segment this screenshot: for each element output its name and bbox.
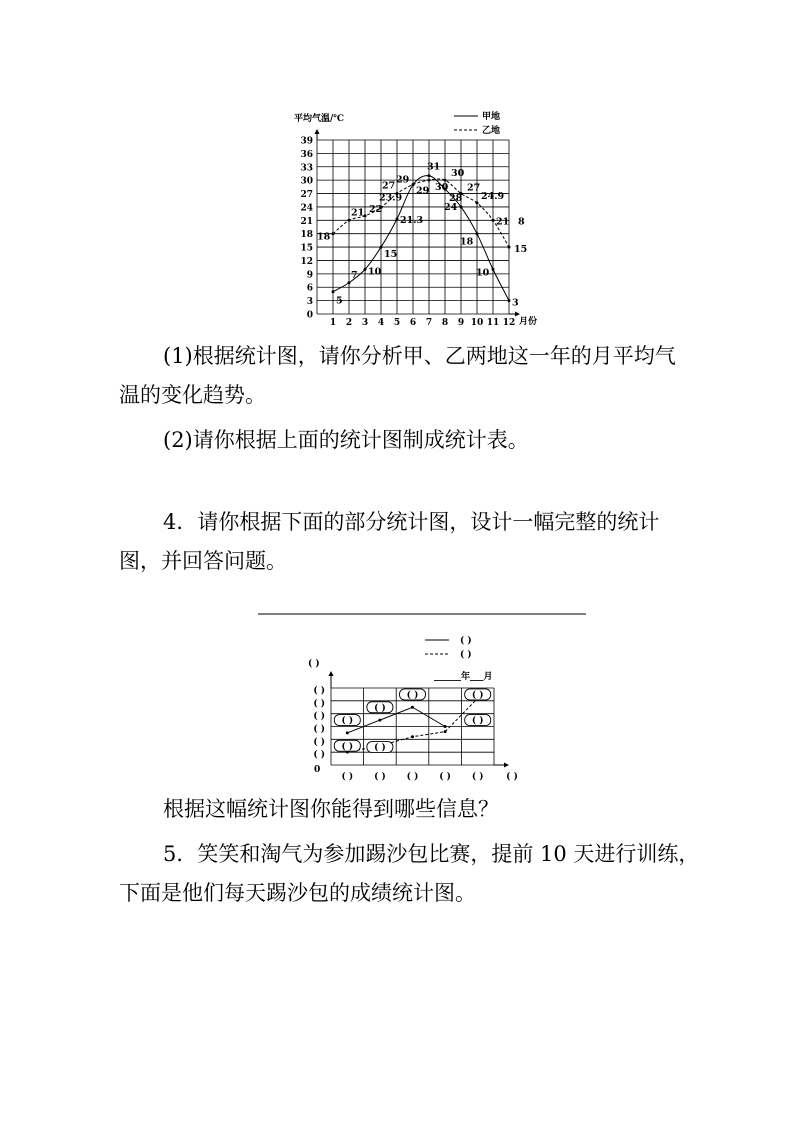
x-tick-blank: ( )	[506, 772, 518, 782]
extra-label: 8	[518, 216, 525, 228]
y-tick-blank: ( )	[313, 711, 325, 722]
series-jia-point	[380, 246, 383, 249]
series-point	[411, 735, 414, 738]
x-tick-label: 11	[486, 318, 500, 328]
data-label-jia: 29	[396, 174, 410, 186]
y-tick-blank: ( )	[313, 737, 325, 748]
x-tick-label: 10	[470, 318, 484, 328]
series-yi-point	[332, 232, 335, 235]
x-tick-blank: ( )	[341, 772, 354, 782]
data-label-yi: 30	[451, 168, 465, 180]
x-tick-label: 2	[345, 318, 353, 328]
data-label-yi: 18	[317, 231, 331, 243]
data-label-jia: 5	[336, 295, 343, 307]
x-tick-blank: ( )	[406, 772, 419, 782]
data-label-yi: 30	[435, 182, 449, 194]
y-tick-label: 12	[300, 256, 313, 267]
x-tick-label: 1	[329, 318, 337, 328]
x-tick-label: 5	[393, 318, 401, 328]
x-tick-label: 12	[502, 318, 516, 328]
question-5-line1: 5．笑笑和淘气为参加踢沙包比赛，提前 10 天进行训练，	[163, 842, 700, 866]
x-tick-blank: ( )	[471, 772, 484, 782]
y-tick-blank: ( )	[313, 724, 325, 735]
oval-blank-text: ( )	[374, 743, 386, 754]
question-3-1-line1: (1)根据统计图，请你分析甲、乙两地这一年的月平均气	[163, 344, 676, 368]
series-point	[411, 706, 414, 709]
oval-blank-text: ( )	[341, 716, 354, 727]
y-tick-label: 24	[300, 203, 313, 214]
y-tick-blank: ( )	[313, 750, 325, 761]
oval-blank-text: ( )	[471, 690, 484, 701]
y-unit-blank: ( )	[308, 659, 320, 669]
data-label-yi: 29	[416, 185, 430, 197]
series-point	[444, 730, 447, 733]
oval-blank-text: ( )	[471, 716, 484, 727]
x-tick-label: 7	[425, 318, 433, 328]
oval-blank-text: ( )	[341, 741, 354, 752]
series-point	[378, 719, 381, 722]
y-axis-label: 平均气温/℃	[294, 114, 345, 124]
question-4-after: 根据这幅统计图你能得到哪些信息？	[163, 797, 499, 821]
oval-blank-text: ( )	[406, 690, 419, 701]
y-tick-label: 15	[300, 243, 313, 254]
y-tick-label: 9	[306, 270, 313, 281]
legend-solid-label: 甲地	[482, 112, 501, 122]
series-jia-point	[492, 268, 495, 271]
data-label-yi: 21	[496, 216, 510, 228]
series-yi-point	[428, 179, 431, 182]
data-labels	[317, 162, 527, 309]
series-jia-point	[476, 232, 479, 235]
series-yi-point	[476, 201, 479, 204]
oval-blank-text: ( )	[374, 703, 386, 714]
series-jia-point	[396, 217, 399, 220]
series-jia-point	[508, 299, 511, 302]
data-label-jia: 3	[512, 297, 519, 309]
y-tick-label: 0	[306, 310, 313, 321]
data-label-jia: 28	[449, 193, 463, 205]
series-jia-point	[348, 281, 351, 284]
data-label-jia: 18	[460, 236, 474, 248]
x-tick-label: 9	[457, 318, 465, 328]
y-axis-arrowhead	[315, 129, 320, 134]
y-tick-label: 18	[300, 230, 313, 241]
y-tick-blank: ( )	[313, 686, 325, 696]
y-tick-label: 21	[300, 216, 313, 227]
data-label-jia: 21.3	[400, 214, 424, 226]
series-jia-point	[364, 268, 367, 271]
data-label-jia: 7	[351, 269, 358, 281]
legend-dashed-label: 乙地	[482, 126, 501, 136]
data-label-jia: 10	[476, 267, 490, 279]
data-label-jia: 10	[368, 266, 382, 278]
data-label-jia: 15	[384, 249, 398, 261]
data-label-yi: 21	[351, 207, 365, 219]
series-yi-point	[508, 246, 511, 249]
blank-line-chart	[250, 605, 595, 785]
y-tick-label: 30	[300, 176, 313, 187]
legend-solid-blank: ( )	[460, 636, 472, 646]
series-yi-point	[348, 219, 351, 222]
series-jia-point	[428, 174, 431, 177]
temperature-line-chart	[280, 105, 540, 330]
y-tick-label: 33	[300, 163, 313, 174]
x-tick-label: 6	[409, 318, 417, 328]
y-axis-arrowhead	[329, 671, 334, 676]
blank-lines	[334, 689, 490, 754]
question-4-line2: 图，并回答问题。	[119, 549, 287, 573]
series-yi-point	[412, 183, 415, 186]
legend-dashed-blank: ( )	[460, 650, 472, 660]
x-axis-arrowhead	[515, 312, 520, 317]
origin-label: 0	[314, 765, 321, 775]
question-5-line2: 下面是他们每天踢沙包的成绩统计图。	[119, 881, 476, 905]
y-tick-label: 6	[306, 283, 313, 294]
series-jia-point	[460, 205, 463, 208]
data-label-yi: 15	[514, 244, 528, 256]
x-axis-arrowhead	[504, 763, 509, 768]
x-axis-label: 月份	[519, 317, 538, 327]
question-3-1-line2: 温的变化趋势。	[119, 383, 266, 407]
x-tick-blank: ( )	[374, 772, 386, 782]
y-tick-label: 27	[300, 190, 313, 201]
x-tick-label: 3	[361, 318, 369, 328]
series-jia-point	[332, 290, 335, 293]
data-label-jia: 24	[444, 201, 458, 213]
series-point	[346, 731, 349, 734]
y-tick-blank: ( )	[313, 698, 325, 709]
question-4-line1: 4．请你根据下面的部分统计图，设计一幅完整的统计	[163, 510, 660, 534]
series-point	[444, 725, 447, 728]
data-label-yi: 22	[369, 203, 383, 215]
data-label-yi: 27	[467, 182, 481, 194]
data-label-jia: 31	[427, 161, 441, 173]
x-tick-label: 8	[441, 318, 449, 328]
question-3-2: (2)请你根据上面的统计图制成统计表。	[163, 428, 529, 452]
y-tick-label: 39	[300, 136, 313, 147]
series-yi-point	[492, 219, 495, 222]
y-tick-label: 3	[306, 297, 313, 308]
x-tick-label: 4	[377, 318, 385, 328]
data-label-yi: 27	[382, 180, 396, 192]
x-tick-blank: ( )	[439, 772, 451, 782]
y-tick-label: 36	[300, 149, 313, 160]
date-label: ______年___月	[434, 672, 493, 682]
data-label-yi: 23.9	[379, 192, 403, 204]
data-label-yi: 24.9	[481, 190, 505, 202]
